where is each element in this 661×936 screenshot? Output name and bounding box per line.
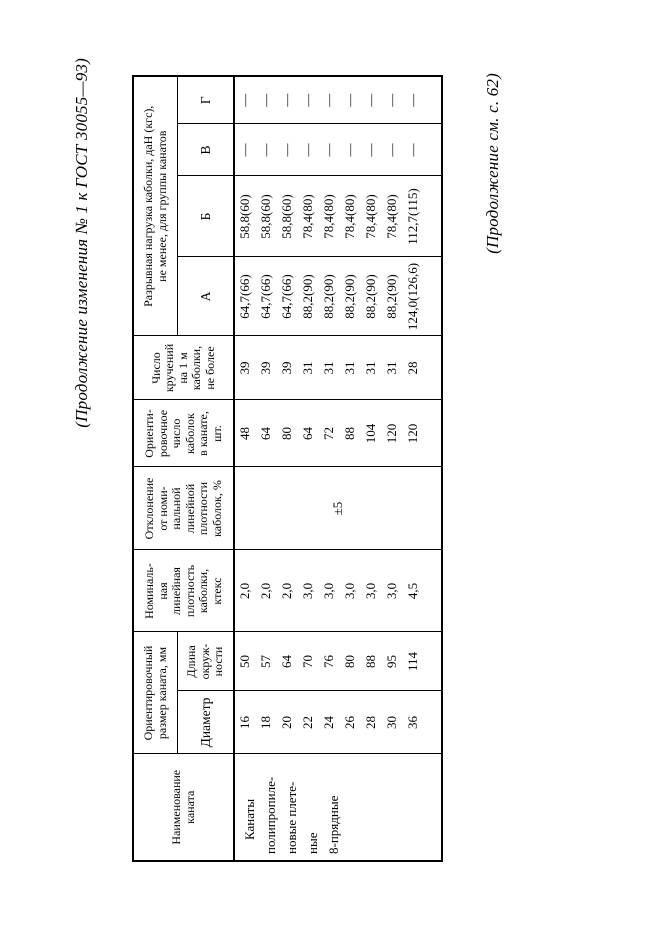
header-line: каболки,	[196, 568, 210, 614]
spacer-cell	[423, 336, 442, 400]
cell-diameter: 20	[276, 691, 297, 754]
cell-group_a: 64,7(66)	[255, 257, 276, 336]
header-line: нальной	[169, 487, 183, 530]
group-header-size	[133, 632, 178, 754]
cell-twists: 31	[297, 336, 318, 400]
cell-diameter: 24	[318, 691, 339, 754]
rope-spec-table	[132, 75, 443, 862]
cell-yarn_count: 80	[276, 400, 297, 467]
spacer-cell	[423, 632, 442, 691]
rope-name-line: Канаты	[242, 798, 257, 840]
header-line: размер каната, мм	[154, 646, 169, 740]
header-line: Б	[197, 212, 213, 221]
header-line: линейная	[169, 567, 183, 615]
continuation-footer-note: (Продолжение см. с. 62)	[483, 73, 502, 254]
spacer-cell	[423, 124, 442, 176]
column-header-name	[133, 754, 234, 861]
header-line: ности	[211, 646, 226, 677]
table-body	[234, 76, 442, 861]
cell-group_v: —	[276, 124, 297, 176]
table-head	[133, 76, 234, 861]
cell-diameter: 36	[402, 691, 423, 754]
cell-twists: 39	[255, 336, 276, 400]
spacer-cell	[423, 550, 442, 632]
cell-linear_density: 3,0	[360, 550, 381, 632]
cell-group_v: —	[360, 124, 381, 176]
cell-circumference: 95	[381, 632, 402, 691]
cell-linear_density: 3,0	[339, 550, 360, 632]
cell-group_a: 88,2(90)	[339, 257, 360, 336]
cell-density-deviation: ±5	[234, 467, 442, 550]
cell-group_a: 64,7(66)	[234, 257, 255, 336]
spacer-cell	[423, 176, 442, 257]
header-line: Диаметр	[197, 697, 213, 748]
cell-group_g: —	[234, 76, 255, 124]
cell-linear_density: 2,0	[255, 550, 276, 632]
header-line: каболок, %	[209, 480, 224, 537]
cell-linear_density: 2,0	[234, 550, 255, 632]
cell-twists: 31	[318, 336, 339, 400]
column-header-group_a	[178, 257, 235, 336]
cell-yarn_count: 120	[402, 400, 423, 467]
cell-diameter: 16	[234, 691, 255, 754]
cell-yarn_count: 64	[297, 400, 318, 467]
cell-diameter: 28	[360, 691, 381, 754]
cell-yarn_count: 48	[234, 400, 255, 467]
cell-circumference: 57	[255, 632, 276, 691]
spacer-cell	[423, 257, 442, 336]
header-row-groups	[133, 76, 178, 861]
cell-circumference: 64	[276, 632, 297, 691]
cell-group_a: 88,2(90)	[297, 257, 318, 336]
header-line: ктекс	[209, 577, 224, 605]
cell-linear_density: 4,5	[402, 550, 423, 632]
cell-group_g: —	[318, 76, 339, 124]
cell-circumference: 50	[234, 632, 255, 691]
cell-rope-name	[234, 754, 442, 861]
header-line: Г	[197, 96, 213, 105]
header-line: В	[197, 145, 213, 155]
cell-twists: 31	[381, 336, 402, 400]
cell-circumference: 76	[318, 632, 339, 691]
cell-diameter: 22	[297, 691, 318, 754]
cell-yarn_count: 88	[339, 400, 360, 467]
header-line: Длина	[184, 645, 199, 678]
rope-name-line: полипропиле-	[263, 776, 278, 854]
spacer-cell	[423, 691, 442, 754]
header-line: Номиналь-	[142, 563, 156, 619]
cell-group_a: 88,2(90)	[381, 257, 402, 336]
cell-twists: 28	[402, 336, 423, 400]
cell-group_b: 58,8(60)	[234, 176, 255, 257]
cell-group_a: 88,2(90)	[360, 257, 381, 336]
cell-group_a: 88,2(90)	[318, 257, 339, 336]
header-line: окруж-	[197, 643, 212, 680]
header-line: на 1 м	[175, 352, 190, 384]
cell-twists: 31	[360, 336, 381, 400]
column-header-linear_density	[133, 550, 234, 632]
cell-diameter: 30	[381, 691, 402, 754]
cell-group_b: 58,8(60)	[276, 176, 297, 257]
header-line: Отклонение	[142, 477, 156, 540]
cell-circumference: 114	[402, 632, 423, 691]
cell-group_v: —	[234, 124, 255, 176]
header-line: каболок	[182, 413, 197, 454]
header-line: Ориентировочный	[141, 645, 155, 741]
cell-linear_density: 3,0	[297, 550, 318, 632]
cell-group_v: —	[339, 124, 360, 176]
cell-linear_density: 3,0	[381, 550, 402, 632]
cell-yarn_count: 64	[255, 400, 276, 467]
cell-twists: 31	[339, 336, 360, 400]
header-line: Наименование	[169, 769, 183, 845]
header-line: от номи-	[155, 486, 170, 531]
rope-name-line: новые плете-	[284, 781, 299, 854]
cell-group_b: 112,7(115)	[402, 176, 423, 257]
table-row	[234, 76, 255, 861]
header-line: линейной	[182, 483, 197, 534]
spacer-cell	[423, 76, 442, 124]
cell-group_a: 64,7(66)	[276, 257, 297, 336]
cell-linear_density: 2,0	[276, 550, 297, 632]
cell-linear_density: 3,0	[318, 550, 339, 632]
cell-group_g: —	[402, 76, 423, 124]
column-header-diameter	[178, 691, 235, 754]
cell-twists: 39	[276, 336, 297, 400]
cell-group_g: —	[297, 76, 318, 124]
header-line: Ориенти-	[142, 409, 156, 458]
column-header-density_deviation	[133, 467, 234, 550]
group-header-load	[133, 76, 178, 336]
cell-yarn_count: 104	[360, 400, 381, 467]
header-line: ровочное	[155, 409, 170, 458]
header-line: не менее, для группы канатов	[154, 130, 169, 282]
column-header-group_b	[178, 176, 235, 257]
header-line: плотности	[196, 481, 210, 536]
rope-name-line: 8-прядные	[326, 795, 341, 854]
header-line: ная	[155, 582, 170, 600]
continuation-header-note: (Продолжение изменения № 1 к ГОСТ 30055—93)	[72, 58, 91, 428]
cell-group_b: 78,4(80)	[360, 176, 381, 257]
header-line: Разрывная нагрузка каболки, даН (кгс),	[141, 105, 155, 307]
header-line: А	[197, 291, 213, 302]
cell-group_g: —	[255, 76, 276, 124]
header-line: шт.	[209, 425, 224, 442]
cell-group_v: —	[402, 124, 423, 176]
cell-group_g: —	[360, 76, 381, 124]
rope-name-line: ные	[305, 832, 320, 854]
header-line: плотность	[182, 564, 197, 618]
column-header-group_v	[178, 124, 235, 176]
cell-group_v: —	[318, 124, 339, 176]
cell-group_g: —	[381, 76, 402, 124]
cell-group_b: 78,4(80)	[381, 176, 402, 257]
header-line: Число	[148, 352, 163, 384]
header-line: каната	[182, 790, 197, 824]
cell-group_a: 124,0(126,6)	[402, 257, 423, 336]
cell-group_g: —	[276, 76, 297, 124]
cell-circumference: 88	[360, 632, 381, 691]
column-header-circumference	[178, 632, 235, 691]
cell-diameter: 18	[255, 691, 276, 754]
cell-circumference: 70	[297, 632, 318, 691]
column-header-yarn_count	[133, 400, 234, 467]
cell-circumference: 80	[339, 632, 360, 691]
header-line: не более	[202, 346, 217, 390]
cell-group_b: 78,4(80)	[318, 176, 339, 257]
cell-group_g: —	[339, 76, 360, 124]
spacer-cell	[423, 400, 442, 467]
cell-group_v: —	[255, 124, 276, 176]
cell-group_b: 58,8(60)	[255, 176, 276, 257]
cell-yarn_count: 120	[381, 400, 402, 467]
cell-group_v: —	[297, 124, 318, 176]
header-line: кручений	[162, 343, 177, 393]
cell-group_b: 78,4(80)	[297, 176, 318, 257]
cell-yarn_count: 72	[318, 400, 339, 467]
header-line: в канате,	[196, 411, 210, 456]
cell-diameter: 26	[339, 691, 360, 754]
cell-group_b: 78,4(80)	[339, 176, 360, 257]
column-header-twists	[133, 336, 234, 400]
header-line: каболки,	[189, 345, 204, 391]
cell-twists: 39	[234, 336, 255, 400]
header-line: число	[169, 418, 183, 449]
column-header-group_g	[178, 76, 235, 124]
cell-group_v: —	[381, 124, 402, 176]
